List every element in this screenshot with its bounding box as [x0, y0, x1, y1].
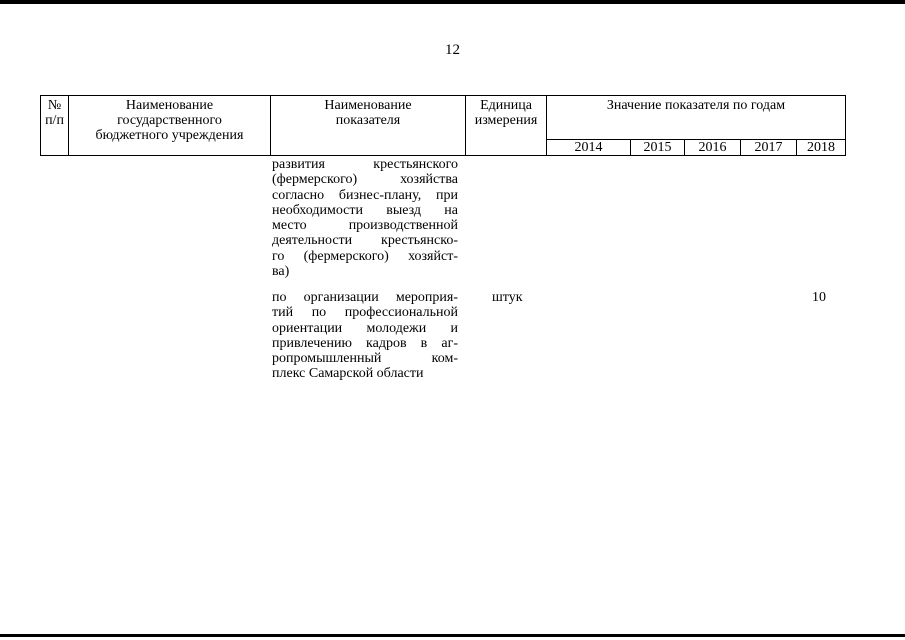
header-values-title: Значение показателя по годам [606, 98, 786, 113]
indicator-line: развития крестьянского [272, 157, 458, 172]
header-indicator-line-2: показателя [335, 113, 401, 128]
header-indicator [271, 98, 465, 128]
indicator-line: согласно бизнес-плану, при [272, 187, 458, 203]
header-unit [466, 98, 546, 128]
table-row-2-unit: штук [492, 290, 523, 305]
indicator-line: ориентации молодежи и [272, 320, 458, 336]
header-institution [69, 98, 270, 143]
indicator-line: ва) [272, 264, 290, 280]
table-top-rule [40, 95, 846, 96]
indicator-line: плекс Самарской области [272, 366, 424, 382]
header-year-2018: 2018 [807, 140, 835, 155]
header-year-2015: 2015 [643, 140, 672, 155]
header-unit-line-1: Единица [480, 98, 532, 113]
header-bottom-rule [40, 155, 846, 156]
indicator-line: тий по профессиональной [272, 305, 458, 321]
header-year-2017: 2017 [754, 140, 783, 155]
indicator-line: место производственной [272, 218, 458, 234]
indicator-line: (фермерского) хозяйства [272, 172, 458, 188]
indicator-line: го (фермерского) хозяйст- [272, 248, 458, 264]
bottom-border [0, 634, 905, 637]
page-number: 12 [445, 42, 460, 58]
table-right-rule [845, 95, 846, 155]
header-institution-line-3: бюджетного учреждения [95, 128, 244, 143]
indicator-line: привлечению кадров в аг- [272, 335, 458, 351]
indicator-line: необходимости выезд на [272, 202, 458, 218]
header-institution-line-2: государственного [117, 113, 222, 128]
header-year-2014: 2014 [574, 140, 603, 155]
top-border [0, 0, 905, 4]
indicator-line: по организации мероприя- [272, 290, 458, 305]
indicator-line: деятельности крестьянско- [272, 233, 458, 249]
header-indicator-line-1: Наименование [324, 98, 412, 113]
header-year-2016: 2016 [698, 140, 727, 155]
header-num-line-2: п/п [45, 113, 64, 128]
indicator-line: ропромышленный ком- [272, 351, 458, 367]
table-row-2-value-2018: 10 [812, 290, 826, 305]
header-institution-line-1: Наименование [125, 98, 214, 113]
header-num-line-1: № [47, 98, 62, 113]
table-row-2-indicator [272, 290, 458, 382]
header-num [41, 98, 68, 128]
table-row-1-indicator [272, 157, 458, 279]
header-unit-line-2: измерения [474, 113, 538, 128]
